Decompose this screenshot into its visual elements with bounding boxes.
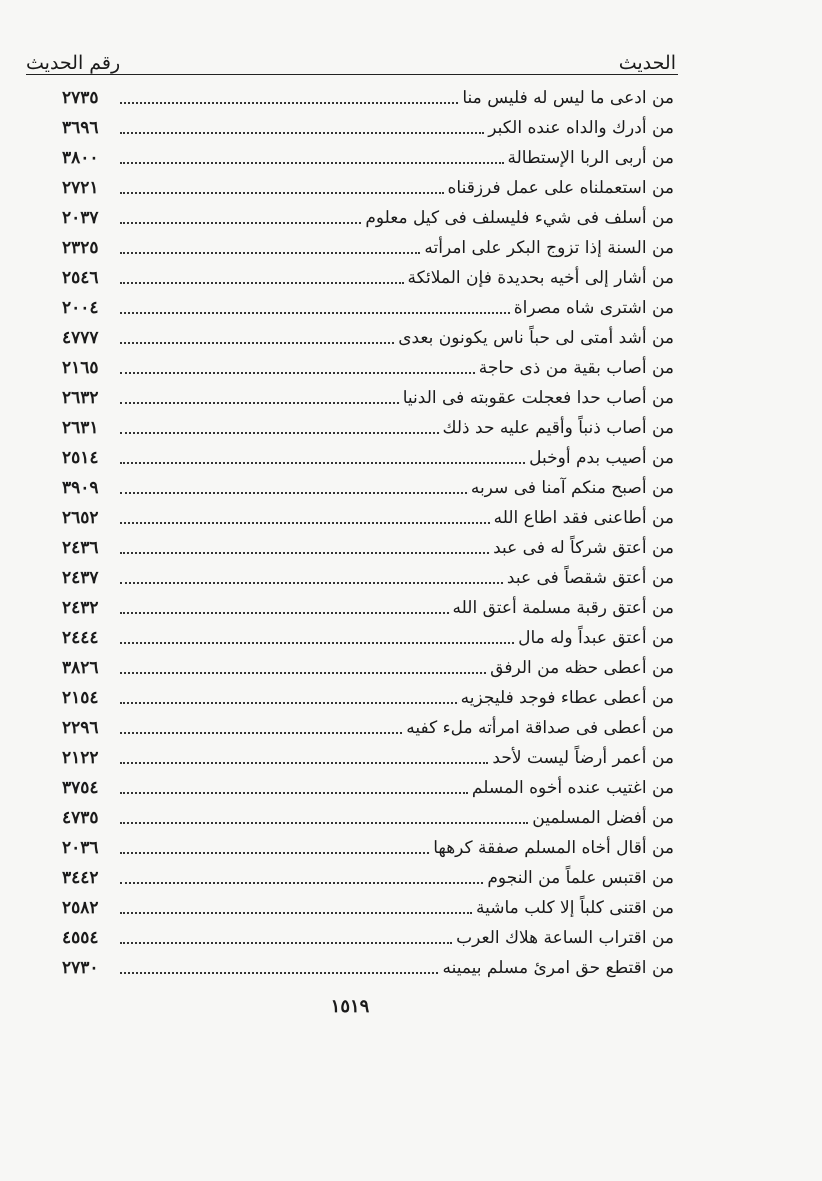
entry-text: من السنة إذا تزوج البكر على امرأته xyxy=(424,238,674,258)
entry-number: ٢١٥٤ xyxy=(62,688,99,708)
dot-leader xyxy=(120,972,438,974)
entry-text: من أطاعنى فقد اطاع الله xyxy=(493,508,674,528)
index-entry xyxy=(62,889,674,919)
entry-number: ٢٤٣٢ xyxy=(62,598,99,618)
dot-leader xyxy=(120,792,468,794)
entry-text: من أقال أخاه المسلم صفقة كرهها xyxy=(433,838,674,858)
index-entry xyxy=(62,859,674,889)
dot-leader xyxy=(120,492,467,494)
dot-leader xyxy=(120,582,503,584)
entry-number: ٢٧٣٠ xyxy=(62,958,99,978)
index-entry xyxy=(62,829,674,859)
entry-number: ٢٧٢١ xyxy=(62,178,99,198)
entry-number: ٤٥٥٤ xyxy=(62,928,99,948)
entry-text: من أعطى عطاء فوجد فليجزيه xyxy=(460,688,674,708)
index-entry xyxy=(62,109,674,139)
entry-text: من استعملناه على عمل فرزقناه xyxy=(447,178,674,198)
dot-leader xyxy=(120,522,490,524)
entry-text: من أشار إلى أخيه بحديدة فإن الملائكة xyxy=(407,268,674,288)
index-entry xyxy=(62,619,674,649)
entry-text: من أعتق عبداً وله مال xyxy=(518,628,674,648)
dot-leader xyxy=(120,252,420,254)
dot-leader xyxy=(120,942,452,944)
dot-leader xyxy=(120,762,488,764)
entry-number: ٢٥٤٦ xyxy=(62,268,99,288)
dot-leader xyxy=(120,822,528,824)
entry-number: ٢١٢٢ xyxy=(62,748,99,768)
page-header xyxy=(26,40,676,74)
index-entry xyxy=(62,589,674,619)
entry-text: من أعمر أرضاً ليست لأحد xyxy=(492,748,674,768)
entry-number: ٤٧٧٧ xyxy=(62,328,99,348)
entry-text: من أصاب بقية من ذى حاجة xyxy=(478,358,674,378)
dot-leader xyxy=(120,642,514,644)
dot-leader xyxy=(120,732,402,734)
dot-leader xyxy=(120,402,399,404)
entry-text: من اقتبس علماً من النجوم xyxy=(487,868,674,888)
dot-leader xyxy=(120,432,439,434)
entry-text: من ادعى ما ليس له فليس منا xyxy=(462,88,674,108)
entry-number: ٢٦٥٢ xyxy=(62,508,99,528)
entry-text: من أعطى حظه من الرفق xyxy=(490,658,674,678)
index-entry xyxy=(62,79,674,109)
index-entry xyxy=(62,769,674,799)
entry-number: ٢٤٤٤ xyxy=(62,628,99,648)
entry-number: ٢٠٣٧ xyxy=(62,208,99,228)
index-entry xyxy=(62,319,674,349)
entry-number: ٢٠٣٦ xyxy=(62,838,99,858)
index-entry xyxy=(62,739,674,769)
dot-leader xyxy=(120,222,361,224)
index-entry xyxy=(62,559,674,589)
column-label-hadith: الحديث xyxy=(618,52,676,74)
entry-text: من اقتطع حق امرئ مسلم بيمينه xyxy=(442,958,674,978)
index-entry xyxy=(62,439,674,469)
header-rule xyxy=(26,74,678,75)
index-entry xyxy=(62,349,674,379)
index-entry xyxy=(62,169,674,199)
dot-leader xyxy=(120,462,525,464)
entry-text: من أصاب حدا فعجلت عقوبته فى الدنيا xyxy=(402,388,674,408)
entry-number: ٢٥١٤ xyxy=(62,448,99,468)
dot-leader xyxy=(120,132,484,134)
entry-text: من أصاب ذنباً وأقيم عليه حد ذلك xyxy=(442,418,674,438)
entry-number: ٣٨٠٠ xyxy=(62,148,99,168)
entry-number: ٢٦٣٢ xyxy=(62,388,99,408)
entry-text: من اقتراب الساعة هلاك العرب xyxy=(456,928,674,948)
page-number: ١٥١٩ xyxy=(330,996,370,1017)
dot-leader xyxy=(120,552,489,554)
index-entry xyxy=(62,499,674,529)
index-entry xyxy=(62,229,674,259)
entry-number: ٣٦٩٦ xyxy=(62,118,99,138)
index-entry xyxy=(62,529,674,559)
dot-leader xyxy=(120,702,457,704)
index-entry xyxy=(62,259,674,289)
dot-leader xyxy=(120,372,475,374)
entry-text: من أعتق شركاً له فى عبد xyxy=(493,538,674,558)
entry-number: ٢١٦٥ xyxy=(62,358,99,378)
entry-text: من أشد أمتى لى حباً ناس يكونون بعدى xyxy=(398,328,674,348)
entry-text: من أسلف فى شيء فليسلف فى كيل معلوم xyxy=(365,208,674,228)
entry-text: من اغتيب عنده أخوه المسلم xyxy=(471,778,674,798)
entry-number: ٣٨٢٦ xyxy=(62,658,99,678)
dot-leader xyxy=(120,852,429,854)
index-entry xyxy=(62,289,674,319)
entry-number: ٢٣٢٥ xyxy=(62,238,99,258)
entry-number: ٣٩٠٩ xyxy=(62,478,99,498)
entry-number: ٢٤٣٦ xyxy=(62,538,99,558)
entry-text: من أصيب بدم أوخبل xyxy=(529,448,674,468)
index-entry xyxy=(62,799,674,829)
entry-number: ٢٠٠٤ xyxy=(62,298,99,318)
entry-number: ٢٧٣٥ xyxy=(62,88,99,108)
entry-text: من اشترى شاه مصراة xyxy=(513,298,674,318)
index-entry xyxy=(62,919,674,949)
index-entry xyxy=(62,709,674,739)
dot-leader xyxy=(120,612,449,614)
dot-leader xyxy=(120,672,486,674)
dot-leader xyxy=(120,912,472,914)
entry-text: من أعتق رقبة مسلمة أعتق الله xyxy=(452,598,674,618)
index-entry xyxy=(62,679,674,709)
index-entry xyxy=(62,649,674,679)
dot-leader xyxy=(120,342,394,344)
index-entry xyxy=(62,199,674,229)
dot-leader xyxy=(120,282,404,284)
dot-leader xyxy=(120,192,444,194)
entry-text: من أصبح منكم آمنا فى سربه xyxy=(470,478,674,498)
entry-number: ٢٢٩٦ xyxy=(62,718,99,738)
entry-text: من أربى الربا الإستطالة xyxy=(507,148,674,168)
index-entry xyxy=(62,139,674,169)
dot-leader xyxy=(120,882,483,884)
dot-leader xyxy=(120,102,458,104)
entry-text: من أعتق شقصاً فى عبد xyxy=(506,568,674,588)
index-entry xyxy=(62,949,674,979)
entry-number: ٣٧٥٤ xyxy=(62,778,99,798)
entry-text: من أفضل المسلمين xyxy=(532,808,674,828)
entry-number: ٢٥٨٢ xyxy=(62,898,99,918)
dot-leader xyxy=(120,162,504,164)
index-entry xyxy=(62,409,674,439)
index-entry xyxy=(62,469,674,499)
entry-text: من أعطى فى صداقة امرأته ملء كفيه xyxy=(406,718,674,738)
hadith-index-list xyxy=(62,79,674,979)
dot-leader xyxy=(120,312,510,314)
index-entry xyxy=(62,379,674,409)
entry-number: ٢٤٣٧ xyxy=(62,568,99,588)
entry-text: من أدرك والداه عنده الكبر xyxy=(488,118,674,138)
entry-number: ٢٦٣١ xyxy=(62,418,99,438)
entry-text: من اقتنى كلباً إلا كلب ماشية xyxy=(476,898,674,918)
entry-number: ٤٧٣٥ xyxy=(62,808,99,828)
column-label-hadith-number: رقم الحديث xyxy=(26,52,121,74)
entry-number: ٣٤٤٢ xyxy=(62,868,99,888)
